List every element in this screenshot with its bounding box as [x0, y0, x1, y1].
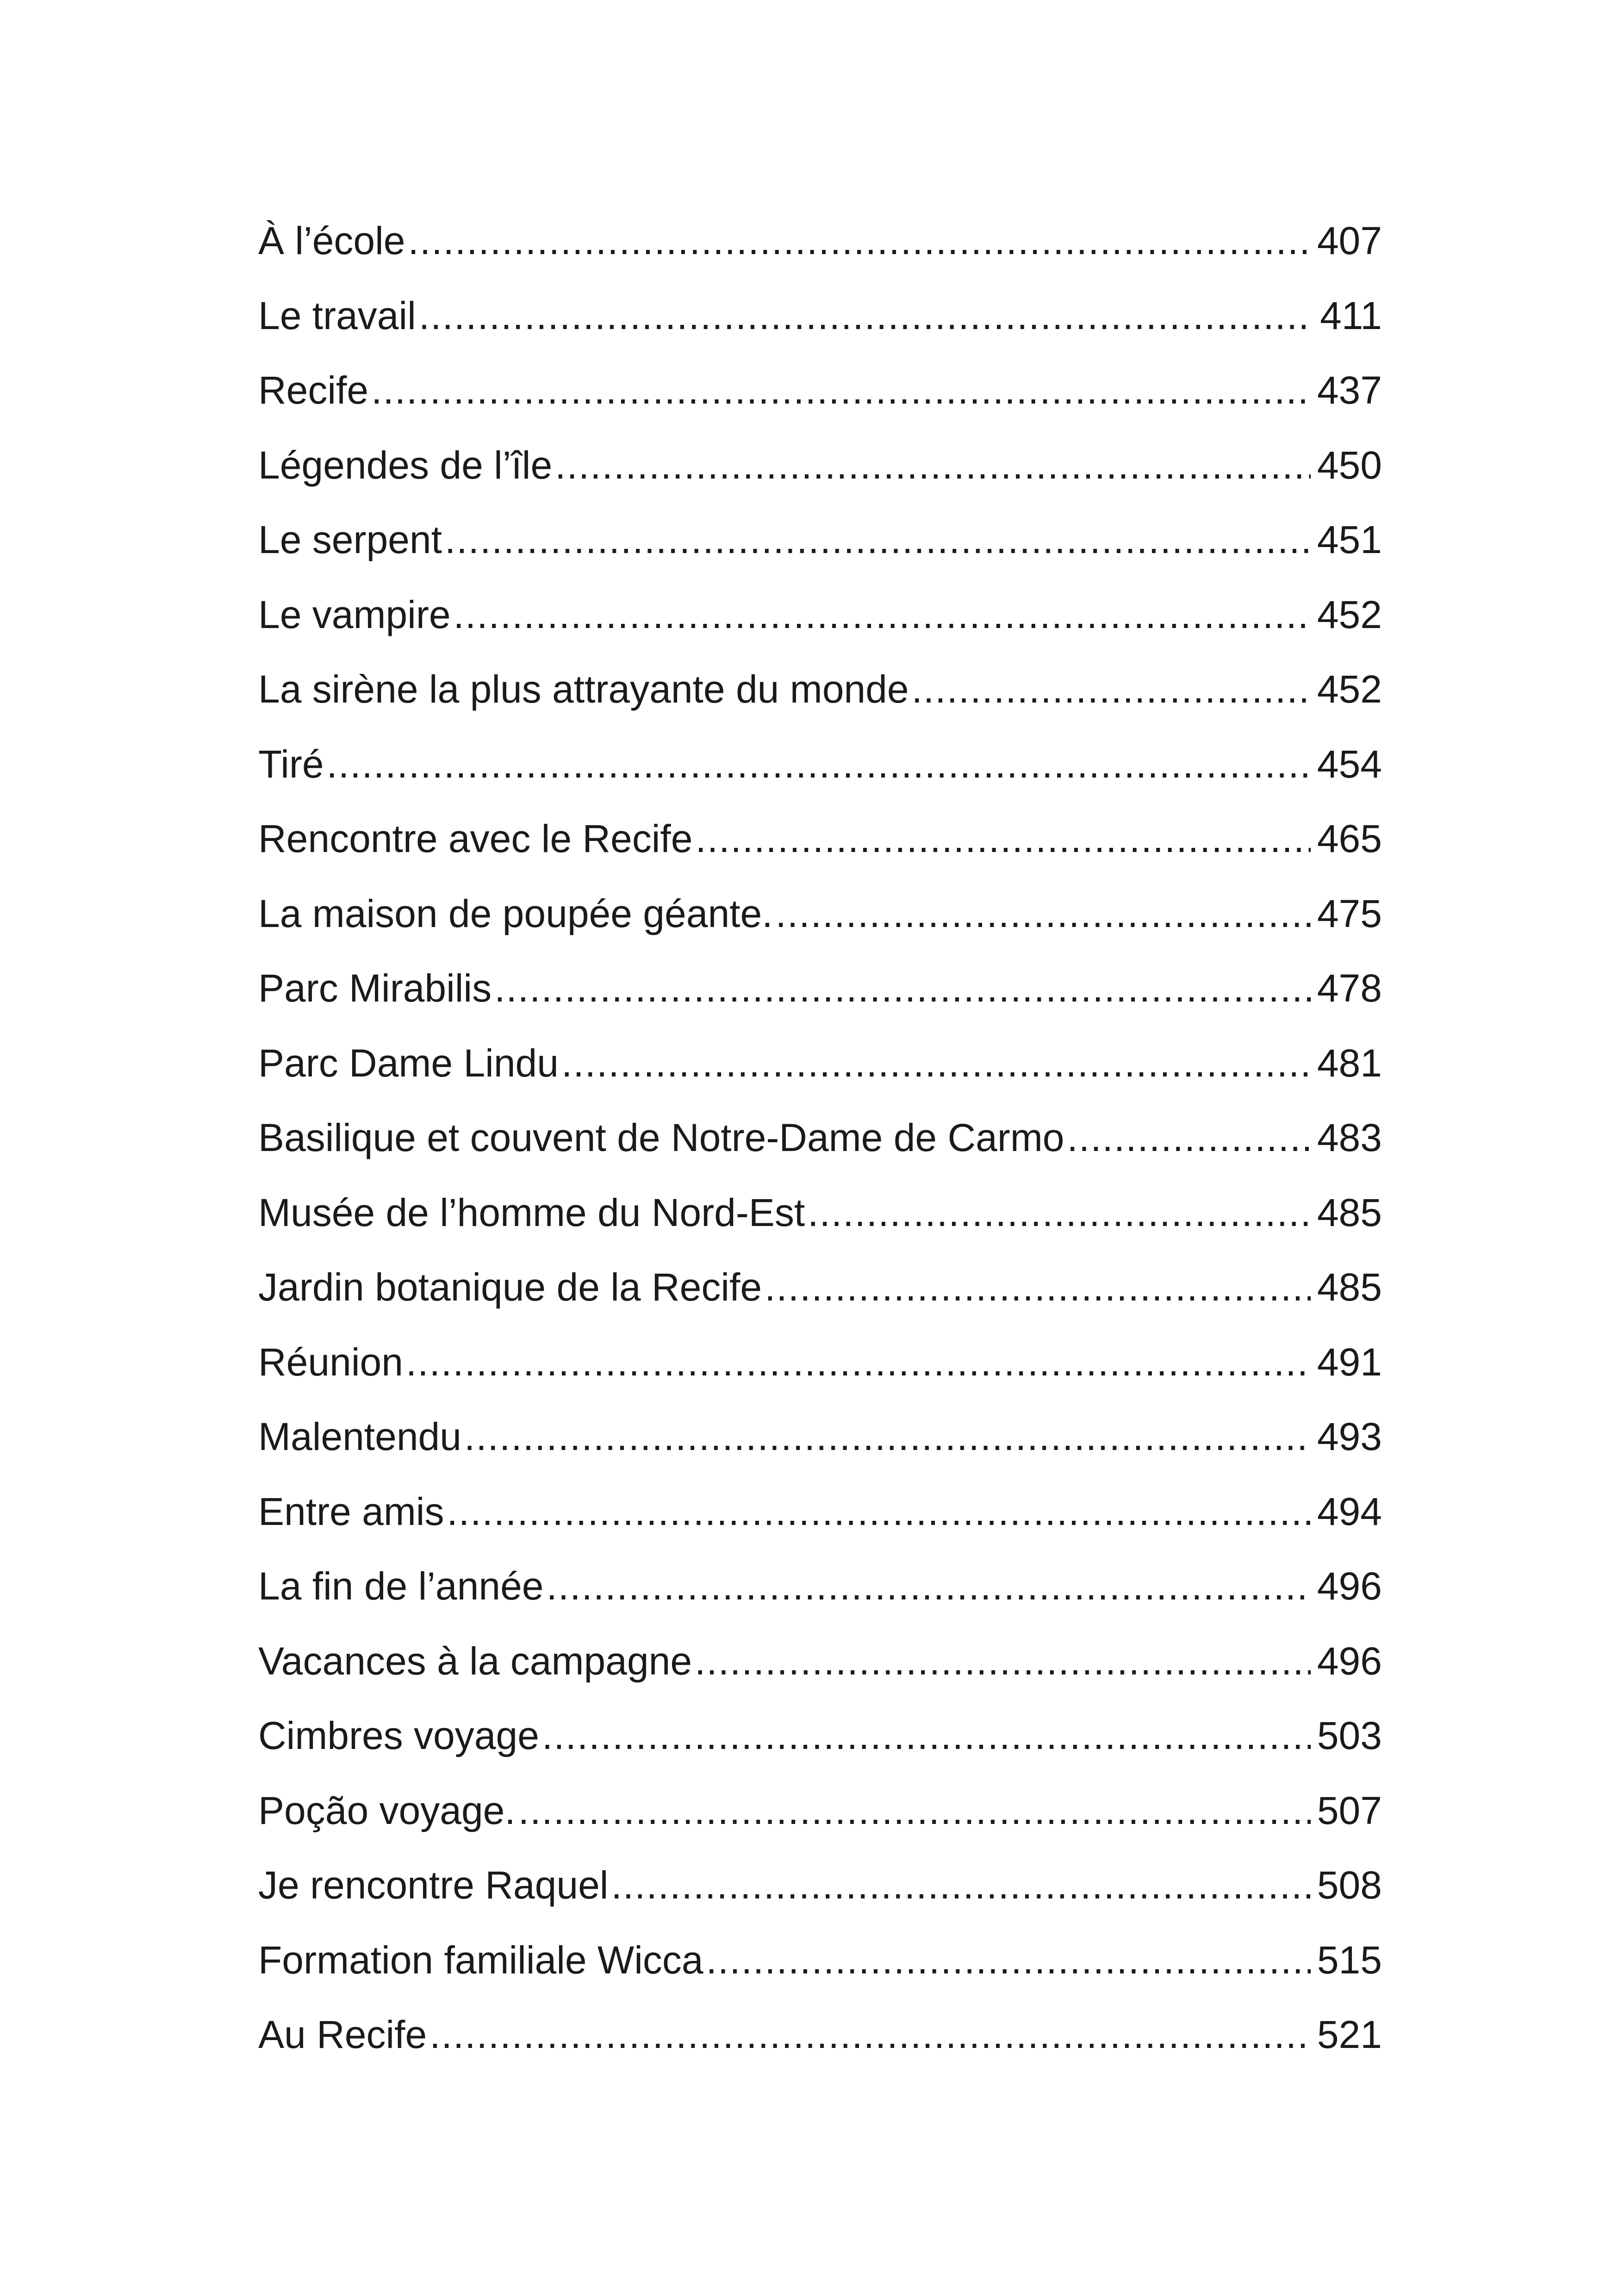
toc-entry-page: 515 [1317, 1938, 1382, 1982]
toc-entry-title: Vacances à la campagne [258, 1639, 692, 1683]
toc-entry-page: 475 [1317, 891, 1382, 935]
toc-entry-title: Entre amis [258, 1489, 444, 1533]
toc-entry[interactable] [258, 1997, 1382, 2072]
toc-dot-leader [542, 1699, 1311, 1773]
toc-entry-title: Le serpent [258, 518, 442, 561]
toc-dot-leader [611, 1848, 1310, 1923]
toc-dot-leader [447, 1475, 1310, 1549]
toc-entry-page: 508 [1317, 1863, 1382, 1907]
toc-entry-title: Réunion [258, 1340, 403, 1384]
toc-entry-title: Cimbres voyage [258, 1714, 539, 1757]
toc-entry-title: Parc Mirabilis [258, 966, 492, 1010]
toc-entry-title: Parc Dame Lindu [258, 1041, 559, 1085]
toc-entry-page: 437 [1317, 368, 1382, 412]
toc-entry-page: 485 [1317, 1265, 1382, 1309]
toc-entry-title: Malentendu [258, 1415, 461, 1458]
toc-entry[interactable] [258, 652, 1382, 727]
toc-dot-leader [371, 353, 1311, 428]
toc-entry[interactable] [258, 204, 1382, 279]
toc-entry[interactable] [258, 1400, 1382, 1475]
toc-entry-page: 452 [1317, 592, 1382, 636]
toc-entry-page: 481 [1317, 1041, 1382, 1085]
toc-entry[interactable] [258, 1325, 1382, 1400]
toc-entry[interactable] [258, 951, 1382, 1026]
toc-entry[interactable] [258, 1624, 1382, 1699]
toc-dot-leader [494, 951, 1311, 1026]
toc-entry-page: 485 [1317, 1190, 1382, 1234]
toc-entry-page: 521 [1317, 2013, 1382, 2056]
toc-entry[interactable] [258, 877, 1382, 952]
toc-dot-leader [706, 1923, 1311, 1998]
toc-entry-title: Rencontre avec le Recife [258, 817, 693, 860]
toc-entry[interactable] [258, 1848, 1382, 1923]
toc-entry-page: 483 [1317, 1116, 1382, 1159]
toc-entry[interactable] [258, 1699, 1382, 1773]
toc-dot-leader [808, 1176, 1311, 1251]
toc-dot-leader [454, 578, 1311, 653]
toc-dot-leader [912, 652, 1311, 727]
toc-entry-page: 454 [1317, 742, 1382, 786]
toc-entry[interactable] [258, 503, 1382, 578]
toc-dot-leader [464, 1400, 1311, 1475]
toc-entry-title: Tiré [258, 742, 324, 786]
toc-entry-title: La fin de l’année [258, 1564, 544, 1608]
toc-entry-page: 503 [1317, 1714, 1382, 1757]
toc-entry[interactable] [258, 1250, 1382, 1325]
toc-entry-page: 450 [1317, 443, 1382, 487]
toc-entry-title: Jardin botanique de la Recife [258, 1265, 762, 1309]
toc-entry[interactable] [258, 727, 1382, 802]
toc-entry-title: Basilique et couvent de Notre-Dame de Carmo [258, 1116, 1064, 1159]
toc-dot-leader [561, 1026, 1311, 1101]
toc-entry[interactable] [258, 1101, 1382, 1176]
toc-dot-leader [1067, 1101, 1311, 1176]
toc-entry-page: 452 [1317, 667, 1382, 711]
toc-entry[interactable] [258, 1773, 1382, 1848]
toc-entry-page: 407 [1317, 219, 1382, 262]
toc-entry-title: Musée de l’homme du Nord-Est [258, 1190, 805, 1234]
toc-dot-leader [445, 503, 1311, 578]
toc-entry[interactable] [258, 802, 1382, 877]
toc-entry[interactable] [258, 1176, 1382, 1251]
toc-entry-page: 478 [1317, 966, 1382, 1010]
toc-entry-title: Recife [258, 368, 369, 412]
toc-entry-title: Le travail [258, 293, 416, 337]
table-of-contents [258, 204, 1382, 2072]
toc-dot-leader [327, 727, 1311, 802]
toc-entry[interactable] [258, 428, 1382, 503]
toc-dot-leader [776, 877, 1311, 952]
toc-dot-leader [695, 1624, 1311, 1699]
toc-entry-title: Le vampire [258, 592, 451, 636]
toc-dot-leader [765, 1250, 1311, 1325]
toc-entry-page: 465 [1317, 817, 1382, 860]
toc-entry-page: 507 [1317, 1788, 1382, 1832]
toc-entry-page: 493 [1317, 1415, 1382, 1458]
toc-entry-title: La sirène la plus attrayante du monde [258, 667, 909, 711]
toc-entry-page: 451 [1317, 518, 1382, 561]
toc-entry-title: La maison de poupée géante. [258, 891, 773, 935]
toc-entry[interactable] [258, 279, 1382, 354]
toc-entry[interactable] [258, 1026, 1382, 1101]
toc-entry-title: Je rencontre Raquel [258, 1863, 609, 1907]
toc-dot-leader [408, 204, 1311, 279]
toc-entry-title: Légendes de l’île [258, 443, 553, 487]
toc-entry-page: 491 [1317, 1340, 1382, 1384]
toc-entry-title: Au Recife [258, 2013, 427, 2056]
toc-entry[interactable] [258, 1923, 1382, 1998]
toc-entry-page: 494 [1317, 1489, 1382, 1533]
toc-entry-title: Formation familiale Wicca [258, 1938, 703, 1982]
toc-entry-page: 496 [1317, 1639, 1382, 1683]
toc-dot-leader [429, 1997, 1311, 2072]
toc-dot-leader [419, 279, 1313, 354]
toc-dot-leader [555, 428, 1311, 503]
toc-dot-leader [695, 802, 1310, 877]
toc-dot-leader [547, 1549, 1311, 1624]
toc-dot-leader [406, 1325, 1311, 1400]
toc-entry[interactable] [258, 1475, 1382, 1549]
toc-entry-title: À l’école [258, 219, 405, 262]
toc-entry[interactable] [258, 1549, 1382, 1624]
toc-entry-page: 496 [1317, 1564, 1382, 1608]
toc-entry-page: 411 [1320, 293, 1382, 337]
toc-entry[interactable] [258, 578, 1382, 653]
toc-dot-leader [518, 1773, 1311, 1848]
toc-entry[interactable] [258, 353, 1382, 428]
toc-entry-title: Poção voyage. [258, 1788, 516, 1832]
